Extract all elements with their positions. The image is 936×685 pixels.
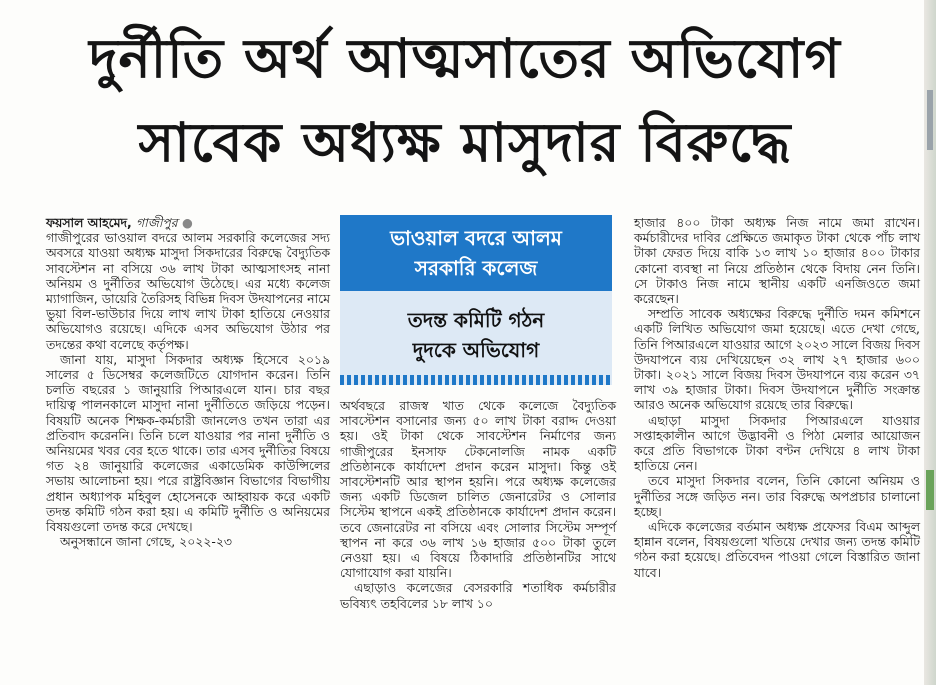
article-column-2: [340, 398, 616, 611]
byline: [46, 215, 330, 230]
highlight-box-stripes: [340, 375, 612, 385]
paragraph: গাজীপুরের ভাওয়াল বদরে আলম সরকারি কলেজের সদ্য অবসরে যাওয়া অধ্যক্ষ মাসুদা সিকদারের বিরুদ্ধে বৈদ্যুতিক সাবস্টেশন না বসিয়ে ৩৬ লাখ টাকা আত্মসাৎসহ নানা অনিয়ম ও দুর্নীতির অভিযোগ উঠেছে। এর মধ্যে কলেজ ম্যাগাজিন, ডায়েরি তৈরিসহ বিভিন্ন দিবস উদযাপনের নামে ভুয়া বিল-ভাউচার দিয়ে লাখ লাখ টাকা হাতিয়ে নেওয়ার অভিযোগও রয়েছে। এদিকে এসব অভিযোগ উঠার পর তদন্তের কথা বলেছে কর্তৃপক্ষ।: [46, 230, 330, 352]
bullet-icon: ●: [181, 215, 193, 230]
paragraph: এদিকে কলেজের বর্তমান অধ্যক্ষ প্রফেসর বিএম আব্দুল হান্নান বলেন, বিষয়গুলো খতিয়ে দেখার জন্য তদন্ত কমিটি গঠন করা হয়েছে। প্রতিবেদন পাওয়া গেলে বিস্তারিত জানা যাবে।: [634, 519, 920, 580]
edge-ad-fragment: [926, 470, 934, 510]
paragraph: জানা যায়, মাসুদা সিকদার অধ্যক্ষ হিসেবে ২০১৯ সালের ৫ ডিসেম্বর কলেজটিতে যোগদান করেন। তিনি চলতি বছরের ১ জানুয়ারি পিআরএলে যান। চার বছর দায়িত্ব পালনকালে মাসুদা নানা দুর্নীতিতে জড়িয়ে পড়েন। বিষয়টি অনেক শিক্ষক-কর্মচারী জানলেও তখন তারা এর প্রতিবাদ করেননি। তিনি চলে যাওয়ার পর নানা দুর্নীতি ও অনিয়মের খবর বের হতে থাকে। তার এসব দুর্নীতির বিষয়ে গত ২৪ জানুয়ারি কলেজের একাডেমিক কাউন্সিলের সভায় আলোচনা হয়। পরে রাষ্ট্রবিজ্ঞান বিভাগের বিভাগীয় প্রধান অধ্যাপক মহিবুল হোসেনকে আহ্বায়ক করে একটি তদন্ত কমিটি গঠন করা হয়। এ কমিটি দুর্নীতি ও অনিয়মের বিষয়গুলো তদন্ত করে দেখছে।: [46, 351, 330, 535]
headline-line-2: সাবেক অধ্যক্ষ মাসুদার বিরুদ্ধে: [138, 111, 792, 174]
paragraph: এছাড়াও কলেজের বেসরকারি শতাধিক কর্মচারীর ভবিষ্যৎ তহবিলের ১৮ লাখ ১০: [340, 580, 616, 611]
highlight-bottom-line-1: তদন্ত কমিটি গঠন: [407, 308, 545, 332]
paragraph: অনুসন্ধানে জানা গেছে, ২০২২-২৩: [60, 534, 232, 550]
article-column-1: [46, 215, 330, 549]
highlight-bottom-line-2: দুদকে অভিযোগ: [412, 338, 540, 362]
paragraph: সম্প্রতি সাবেক অধ্যক্ষের বিরুদ্ধে দুর্নীতি দমন কমিশনে একটি লিখিত অভিযোগ জমা হয়েছে। এতে দেখা গেছে, তিনি পিআরএলে যাওয়ার আগে ২০২৩ সালে বিজয় দিবস উদযাপনে ব্যয় দেখিয়েছেন ৩২ লাখ ২৭ হাজার ৬০০ টাকা। ২০২১ সালে বিজয় দিবস উদযাপনে ব্যয় করেন ৩৭ লাখ ৩৯ হাজার টাকা। দিবস উদযাপনে দুর্নীতি সংক্রান্ত আরও অনেক অভিযোগ রয়েছে তার বিরুদ্ধে।: [634, 306, 920, 413]
article-column-3: [634, 215, 920, 580]
paragraph: তবে মাসুদা সিকদার বলেন, তিনি কোনো অনিয়ম ও দুর্নীতির সঙ্গে জড়িত নন। তার বিরুদ্ধে অপপ্রচার চালানো হচ্ছে।: [634, 473, 920, 519]
highlight-box-bottom: [340, 291, 612, 383]
adjacent-page-edge: [924, 0, 936, 685]
highlight-box: [340, 215, 612, 383]
byline-place: গাজীপুর: [136, 215, 178, 230]
headline-line-1: দুর্নীতি অর্থ আত্মসাতের অভিযোগ: [89, 27, 841, 90]
edge-photo-fragment: [927, 90, 933, 150]
paragraph: হাজার ৪০০ টাকা অধ্যক্ষ নিজ নামে জমা রাখেন। কর্মচারীদের দাবির প্রেক্ষিতে জমাকৃত টাকা থেকে পাঁচ লাখ টাকা ফেরত দিয়ে বাকি ১৩ লাখ ১০ হাজার ৪০০ টাকার কোনো ব্যবস্থা না নিয়ে প্রতিষ্ঠান থেকে বিদায় নেন তিনি। সে টাকাও নিজ নামে স্থানীয় একটি এনজিওতে জমা করেছেন।: [634, 215, 920, 307]
paragraph: অর্থবছরে রাজস্ব খাত থেকে কলেজে বৈদ্যুতিক সাবস্টেশন বসানোর জন্য ৫০ লাখ টাকা বরাদ্দ দেওয়া হয়। ওই টাকা থেকে সাবস্টেশন নির্মাণের জন্য গাজীপুরের ইনসাফ টেকনোলজি নামক একটি প্রতিষ্ঠানকে কার্যাদেশ প্রদান করেন মাসুদা। কিন্তু ওই সাবস্টেশনটি আর স্থাপন হয়নি। পরে অধ্যক্ষ কলেজের জন্য একটি ডিজেল চালিত জেনারেটর ও সোলার সিস্টেম স্থাপনে একই প্রতিষ্ঠানকে কার্যাদেশ প্রদান করেন। তবে জেনারেটর না বসিয়ে এবং সোলার সিস্টেম সম্পূর্ণ স্থাপন না করে ৩৬ লাখ ১৬ হাজার ৫০০ টাকা তুলে নেওয়া হয়। এ বিষয়ে ঠিকাদারি প্রতিষ্ঠানটির সাথে যোগাযোগ করা যায়নি।: [340, 398, 616, 581]
paragraph: এছাড়া মাসুদা সিকদার পিআরএলে যাওয়ার সপ্তাহকালীন আগে উদ্ভাবনী ও পিঠা মেলার আয়োজন করে প্রতি বিভাগকে টাকা বণ্টন দেখিয়ে ৪ লাখ টাকা হাতিয়ে নেন।: [634, 412, 920, 474]
highlight-top-line-2: সরকারি কলেজ: [414, 256, 538, 280]
highlight-top-line-1: ভাওয়াল বদরে আলম: [390, 226, 562, 250]
highlight-box-top: [340, 215, 612, 291]
byline-author: ফয়সাল আহমেদ,: [46, 215, 132, 230]
